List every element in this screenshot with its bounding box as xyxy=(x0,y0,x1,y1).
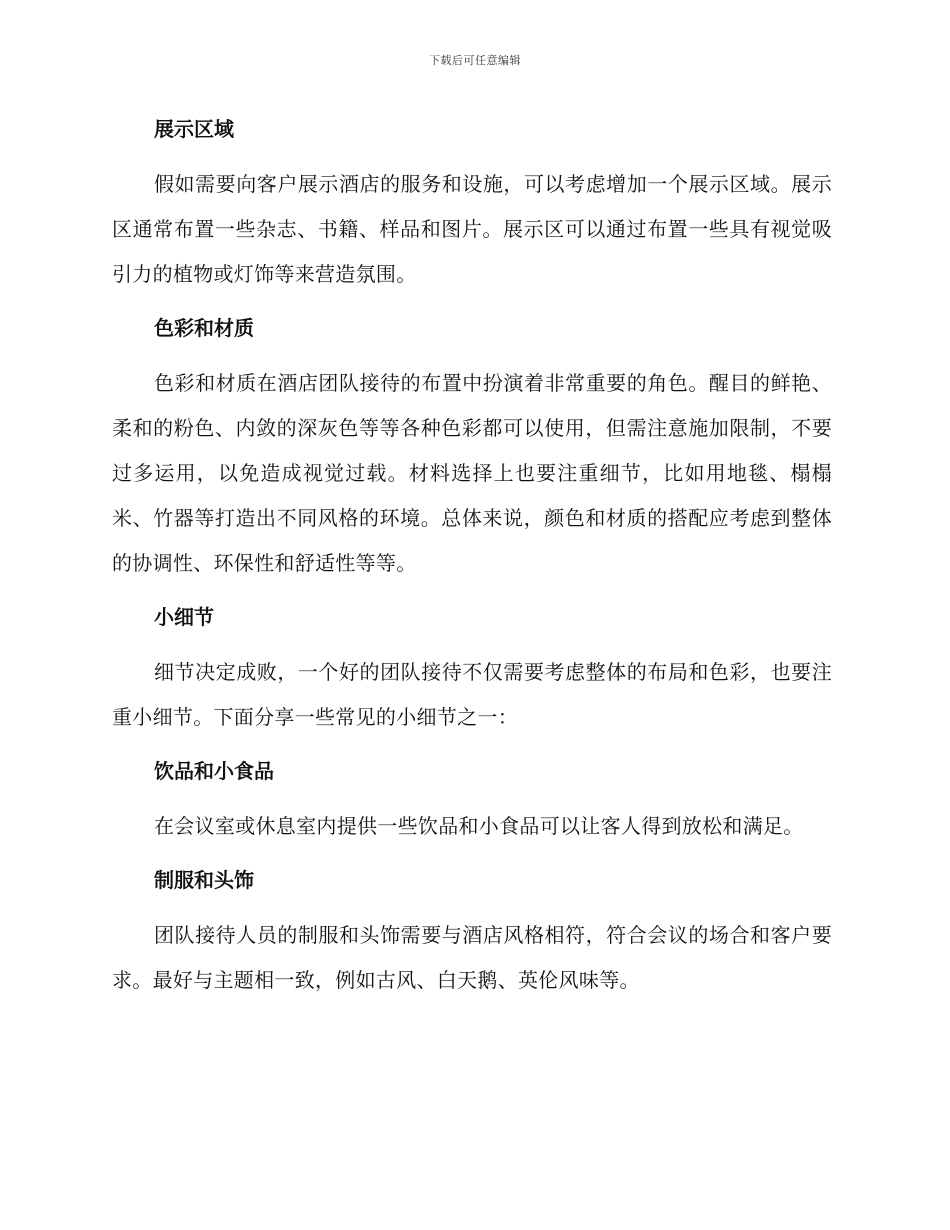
section-drinks-snacks xyxy=(112,754,832,849)
section-paragraph: 假如需要向客户展示酒店的服务和设施，可以考虑增加一个展示区域。展示区通常布置一些杂志、书籍、样品和图片。展示区可以通过布置一些具有视觉吸引力的植物或灯饰等来营造氛围。 xyxy=(112,172,832,286)
section-paragraph: 色彩和材质在酒店团队接待的布置中扮演着非常重要的角色。醒目的鲜艳、柔和的粉色、内敛的深灰色等等各种色彩都可以使用，但需注意施加限制，不要过多运用，以免造成视觉过载。材料选择上也要注重细节，比如用地毯、榻榻米、竹器等打造出不同风格的环境。总体来说，颜色和材质的搭配应考虑到整体的协调性、环保性和舒适性等等。 xyxy=(112,371,832,575)
document-body xyxy=(112,112,832,1017)
section-heading: 展示区域 xyxy=(154,117,234,141)
section-heading: 饮品和小食品 xyxy=(154,759,274,783)
section-small-details xyxy=(112,600,832,740)
section-uniform-headwear xyxy=(112,863,832,1003)
section-heading: 小细节 xyxy=(154,605,214,629)
section-heading: 色彩和材质 xyxy=(154,316,254,340)
section-paragraph: 在会议室或休息室内提供一些饮品和小食品可以让客人得到放松和满足。 xyxy=(154,814,804,838)
header-note: 下载后可任意编辑 xyxy=(429,54,521,67)
section-heading: 制服和头饰 xyxy=(154,868,254,892)
section-display-area xyxy=(112,112,832,297)
section-paragraph: 细节决定成败，一个好的团队接待不仅需要考虑整体的布局和色彩，也要注重小细节。下面分享一些常见的小细节之一： xyxy=(112,660,832,729)
section-color-material xyxy=(112,311,832,586)
section-paragraph: 团队接待人员的制服和头饰需要与酒店风格相符，符合会议的场合和客户要求。最好与主题相一致，例如古风、白天鹅、英伦风味等。 xyxy=(112,923,832,992)
